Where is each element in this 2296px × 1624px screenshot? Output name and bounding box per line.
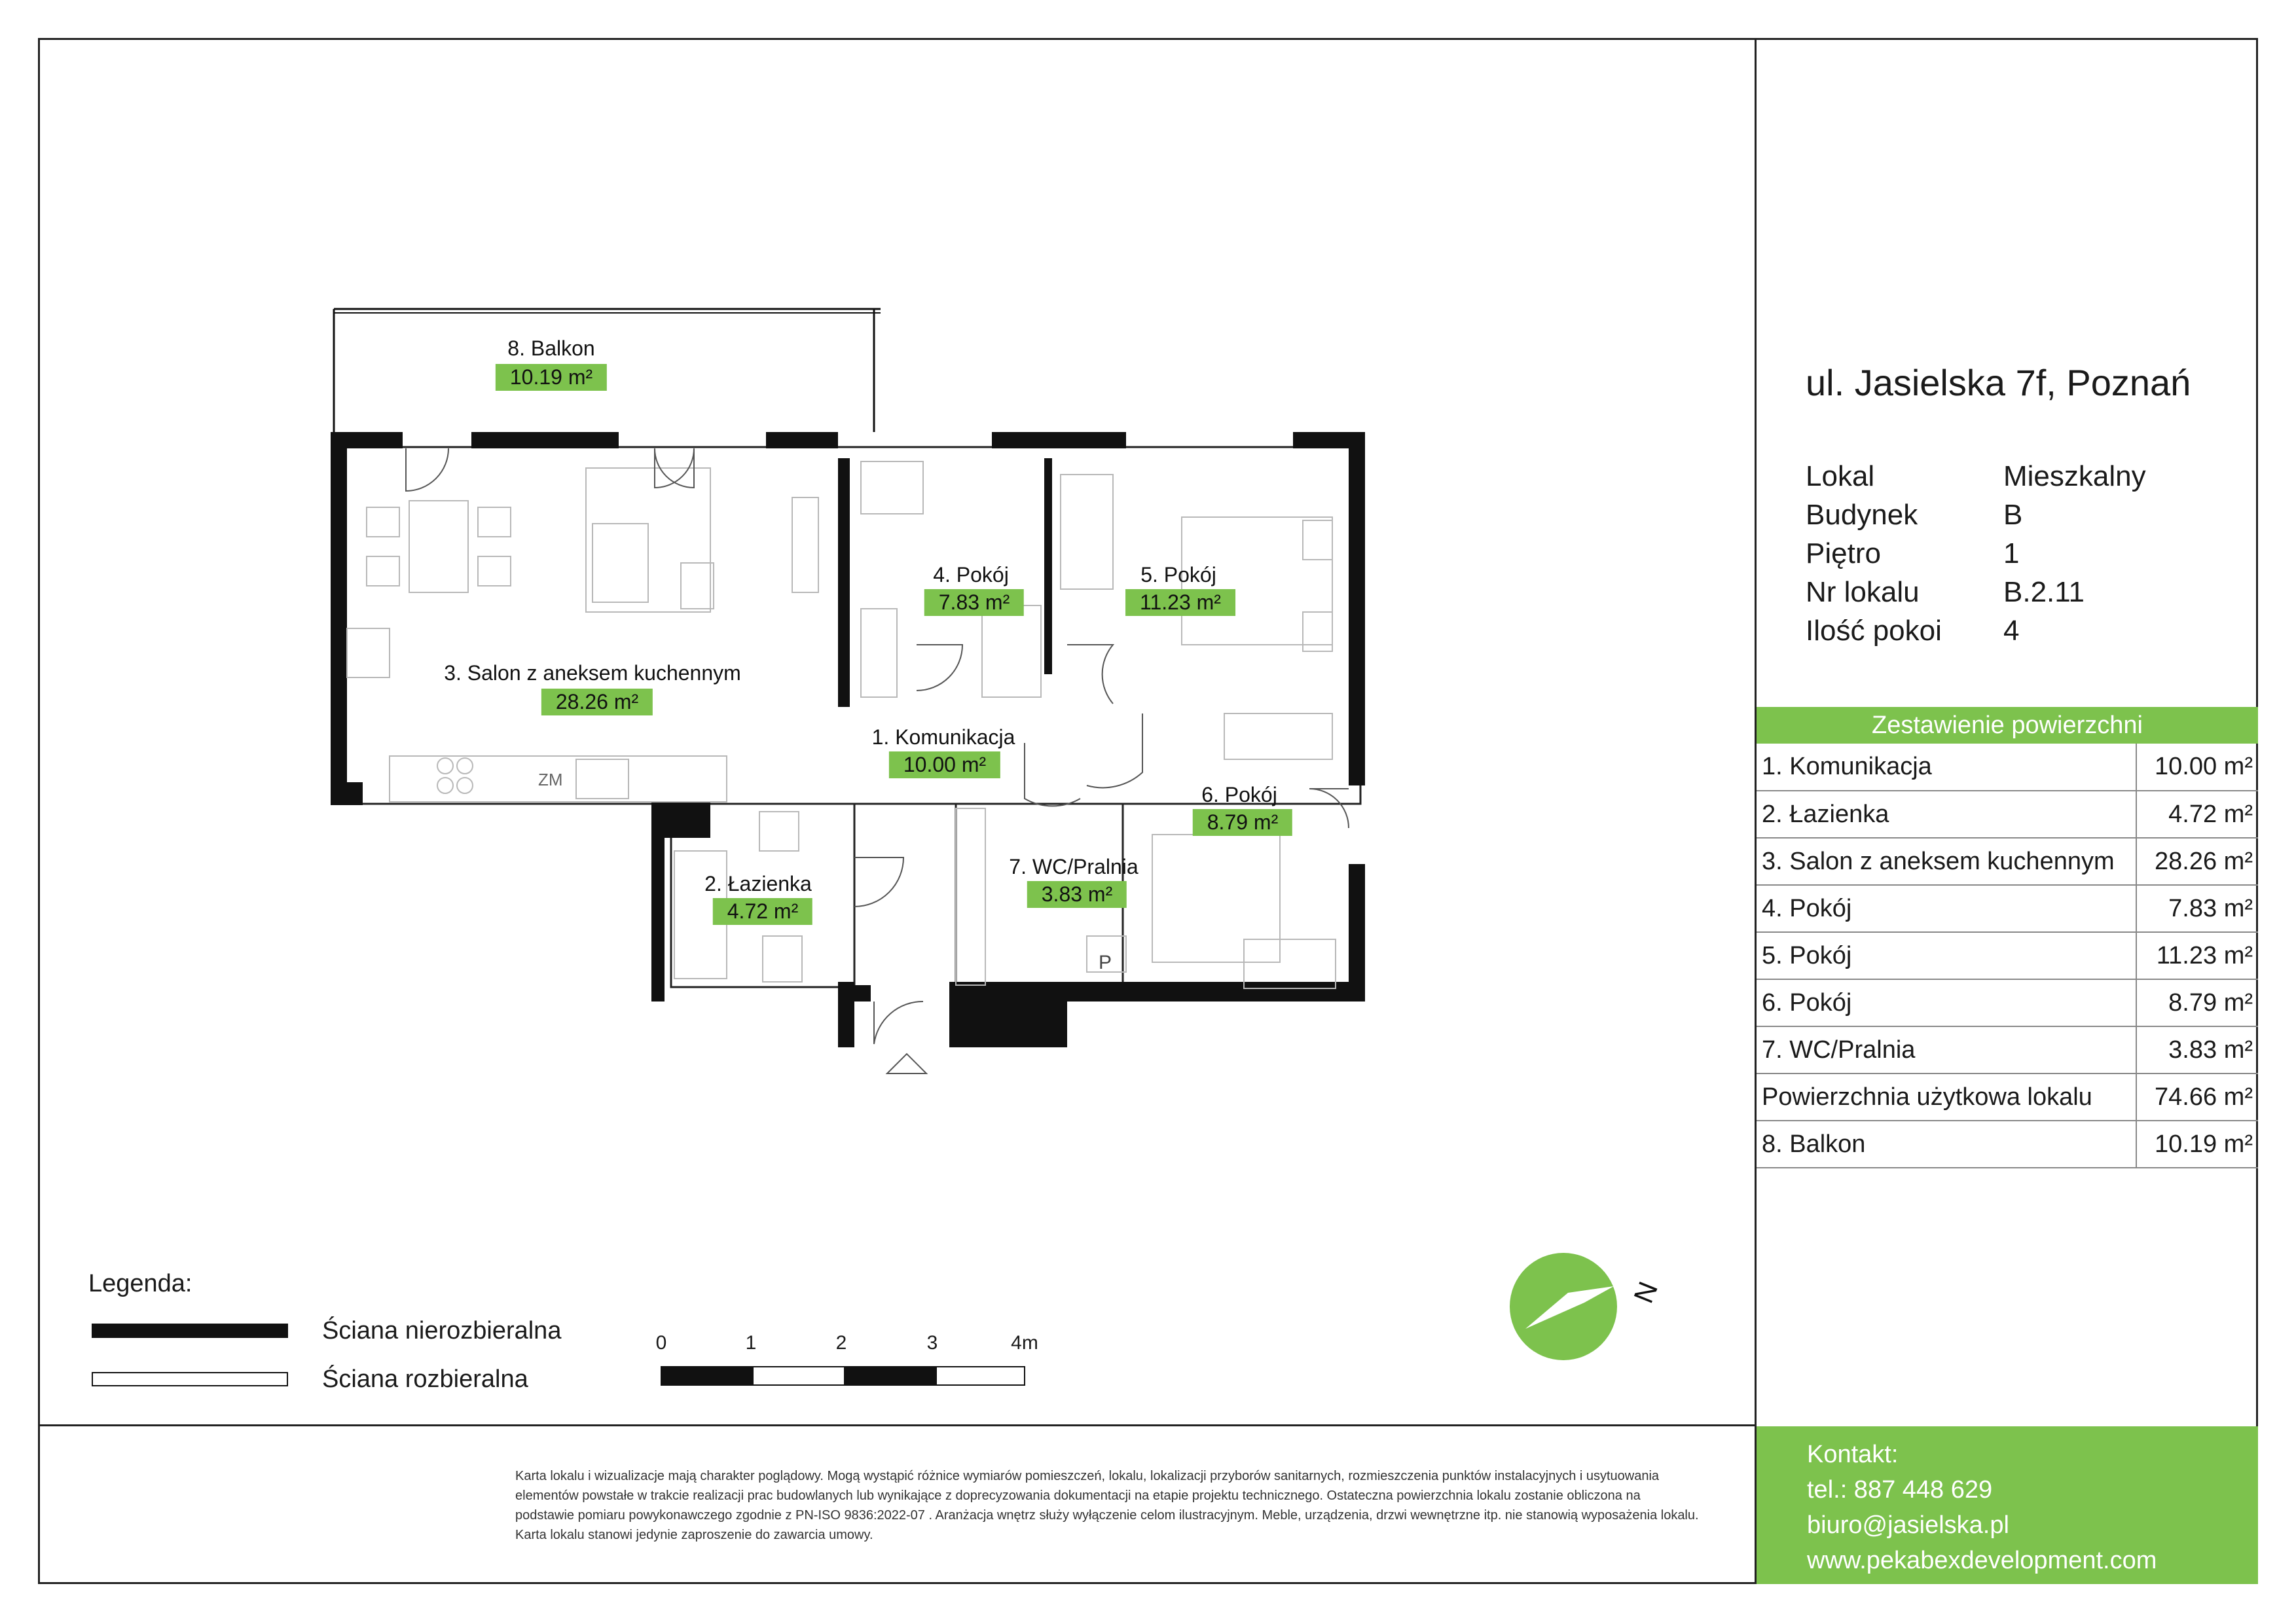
room-label-bathroom: 2. Łazienka	[704, 872, 812, 895]
room-label-room4: 4. Pokój	[933, 563, 1009, 586]
table-row	[1757, 1074, 2258, 1121]
summary-room-area: 4.72 m²	[2136, 791, 2258, 838]
summary-header: Zestawienie powierzchni	[1757, 707, 2258, 744]
info-label: Budynek	[1806, 499, 1918, 531]
balcony-outline	[334, 309, 881, 432]
room-area-room6: 8.79 m²	[1193, 809, 1292, 836]
info-label: Piętro	[1806, 537, 1881, 569]
legend-label-partition: Ściana rozbieralna	[322, 1365, 528, 1393]
contact-panel	[1757, 1426, 2258, 1584]
table-row	[1757, 979, 2258, 1026]
summary-room-name: 5. Pokój	[1757, 932, 2136, 979]
summary-room-area: 11.23 m²	[2136, 932, 2258, 979]
summary-total-name: Powierzchnia użytkowa lokalu	[1757, 1074, 2136, 1121]
table-row	[1757, 1121, 2258, 1168]
contact-phone-link[interactable]: tel.: 887 448 629	[1807, 1476, 1993, 1504]
table-row	[1757, 838, 2258, 885]
summary-room-name: 7. WC/Pralnia	[1757, 1026, 2136, 1074]
summary-room-area: 10.19 m²	[2136, 1121, 2258, 1168]
summary-total-area: 74.66 m²	[2136, 1074, 2258, 1121]
info-value: Mieszkalny	[2003, 460, 2146, 492]
room-area-living: 28.26 m²	[541, 689, 653, 715]
scale-bar	[661, 1367, 1025, 1385]
info-value: 4	[2003, 615, 2020, 647]
summary-room-area: 7.83 m²	[2136, 885, 2258, 932]
room-label-living: 3. Salon z aneksem kuchennym	[444, 661, 741, 685]
table-row	[1757, 932, 2258, 979]
info-row-ilosc-pokoi	[1806, 615, 2019, 647]
info-value: B	[2003, 499, 2023, 531]
room-area-balcony: 10.19 m²	[496, 364, 607, 391]
disclaimer-text: Karta lokalu i wizualizacje mają charakter poglądowy. Mogą wystąpić różnice wymiarów pomieszczeń, lokalu, lokalizacji przyborów sanitarnych, rozmieszczenia punktów instalacyjnych i usytuowania elementów powstałe w trakcie realizacji prac budowlanych lub wynikające z doprecyzowania dokumentacji na etapie projektu technicznego. Ostateczna powierzchnia lokalu zostanie obliczona na podstawie pomiaru powykonawczego zgodnie z PN-ISO 9836:2022-07 . Aranżacja wnętrz służy wyłączenie celom ilustracyjnym. Meble, urządzenia, drzwi wewnętrzne itp. nie stanowią wyposażenia lokalu. Karta lokalu stanowi jedynie zaproszenie do zawarcia umowy.	[515, 1469, 1699, 1542]
info-label: Nr lokalu	[1806, 576, 1920, 608]
info-value: 1	[2003, 537, 2020, 569]
scale-tick-2: 2	[835, 1332, 847, 1354]
table-row	[1757, 1026, 2258, 1074]
summary-room-name: 1. Komunikacja	[1757, 744, 2136, 791]
table-row	[1757, 744, 2258, 791]
info-row-lokal	[1806, 460, 2146, 493]
summary-room-name: 3. Salon z aneksem kuchennym	[1757, 838, 2136, 885]
room-label-hall: 1. Komunikacja	[871, 725, 1015, 749]
room-area-hall: 10.00 m²	[889, 751, 1000, 778]
legend-swatch-partition	[92, 1372, 288, 1386]
table-row	[1757, 791, 2258, 838]
room-label-room6: 6. Pokój	[1201, 783, 1277, 806]
info-row-pietro	[1806, 537, 2019, 570]
contact-title: Kontakt:	[1807, 1441, 1899, 1468]
summary-table	[1757, 744, 2258, 1168]
info-label: Lokal	[1806, 460, 1875, 492]
summary-room-name: 2. Łazienka	[1757, 791, 2136, 838]
interior-lines	[346, 447, 1360, 990]
address-title: ul. Jasielska 7f, Poznań	[1806, 362, 2191, 403]
legend-title: Legenda:	[88, 1270, 192, 1297]
room-label-room5: 5. Pokój	[1140, 563, 1216, 586]
compass-north-label: N	[1628, 1277, 1664, 1308]
room-area-room5: 11.23 m²	[1125, 589, 1235, 616]
contact-email-link[interactable]: biuro@jasielska.pl	[1807, 1511, 2009, 1539]
fixture-label-zm: ZM	[538, 770, 563, 789]
info-value: B.2.11	[2003, 576, 2085, 608]
summary-room-area: 3.83 m²	[2136, 1026, 2258, 1074]
room-label-balcony: 8. Balkon	[507, 336, 595, 360]
table-row	[1757, 885, 2258, 932]
legend-label-bearing: Ściana nierozbieralna	[322, 1317, 562, 1344]
summary-room-area: 28.26 m²	[2136, 838, 2258, 885]
scale-tick-0: 0	[655, 1332, 667, 1354]
compass-icon	[1510, 1253, 1664, 1360]
scale-tick-1: 1	[745, 1332, 757, 1354]
summary-room-name: 6. Pokój	[1757, 979, 2136, 1026]
scale-tick-4: 4m	[1011, 1332, 1038, 1354]
info-row-budynek	[1806, 499, 2022, 532]
scale-tick-3: 3	[926, 1332, 938, 1354]
door-swings	[406, 448, 1349, 1074]
room-area-wc: 3.83 m²	[1027, 881, 1127, 908]
summary-room-name: 8. Balkon	[1757, 1121, 2136, 1168]
info-row-nr-lokalu	[1806, 576, 2085, 609]
room-area-bathroom: 4.72 m²	[713, 898, 812, 925]
info-label: Ilość pokoi	[1806, 615, 1942, 647]
summary-room-area: 10.00 m²	[2136, 744, 2258, 791]
fixture-label-p: P	[1099, 952, 1112, 973]
summary-room-area: 8.79 m²	[2136, 979, 2258, 1026]
footer-divider	[38, 1424, 1757, 1426]
room-area-room4: 7.83 m²	[924, 589, 1024, 616]
summary-room-name: 4. Pokój	[1757, 885, 2136, 932]
legend-swatch-bearing	[92, 1324, 288, 1338]
bearing-walls	[331, 432, 1365, 1047]
room-label-wc: 7. WC/Pralnia	[1009, 855, 1139, 878]
contact-website-link[interactable]: www.pekabexdevelopment.com	[1807, 1547, 2157, 1574]
